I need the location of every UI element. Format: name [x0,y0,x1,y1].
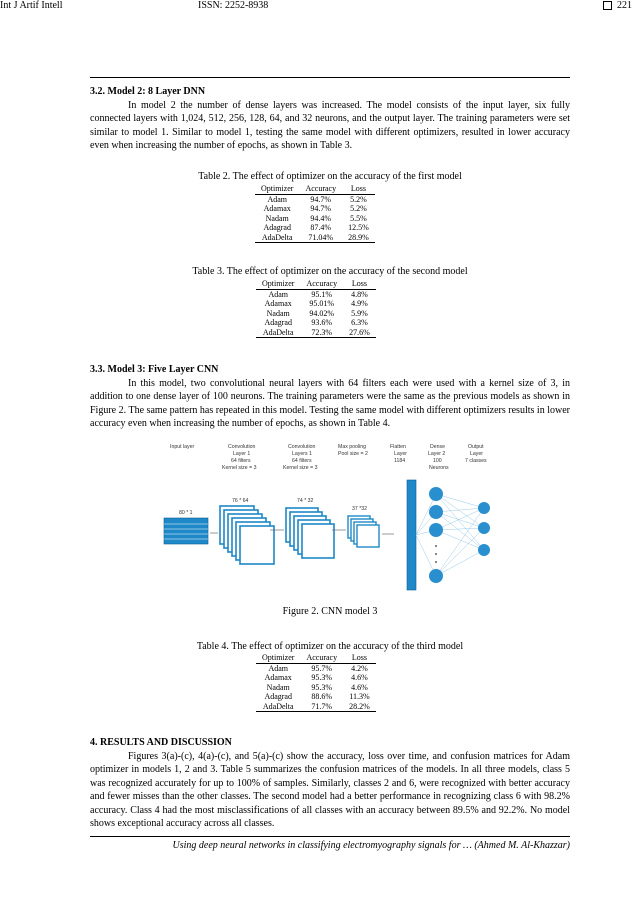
table-header-cell: Loss [343,653,376,663]
conv2-feature-map [302,524,334,558]
table-cell: 71.7% [300,702,343,712]
table-cell: 94.02% [309,308,335,318]
dense-to-output-line [436,528,484,530]
dim-conv2: 74 * 32 [297,498,314,504]
dim-pool: 37 *32 [352,506,368,512]
table-row [256,702,376,712]
section-heading-3-3: 3.3. Model 3: Five Layer CNN [90,364,219,375]
section-3-2-text: In model 2 the number of dense layers was increased. The model consists of the input layer, six fully connected layers with 1,024, 512, 256, 128, 64, and 32 neurons, and the output layer. The training parameters were set similar to model 1. Similar to model 1, testing the same model with different optimizers, resulted in lower accuracy even when increasing the number of epochs, as shown in Table 3. [90,100,570,152]
label-conv1-0: Convolution [228,444,256,450]
dense-to-output-line [436,530,484,550]
output-neuron [478,522,490,534]
table-row [255,233,375,243]
section-3-2-paragraph [90,99,570,153]
dense-to-output-line [436,528,484,576]
journal-name: Int J Artif Intell [0,0,63,11]
table-cell: 5.5% [350,213,367,223]
cnn-architecture-figure [162,438,507,596]
ellipsis-dot [435,561,437,563]
table-cell: Adagrad [263,223,291,232]
dense-to-output-line [436,494,484,508]
table-cell: 72.3% [300,328,343,338]
table-header-row [256,653,376,663]
table-row [255,214,375,224]
table-cell: 4.6% [351,682,368,692]
table-cell: 12.5% [348,223,369,232]
table-header-cell: Optimizer [255,184,299,194]
table-cell: Nadam [266,308,290,318]
label-flatten-2: 1184 [394,458,406,464]
table-cell: 95.01% [309,299,335,308]
table-cell: Adam [268,663,288,673]
table-cell: AdaDelta [256,328,300,338]
table-cell: 95.7% [311,663,333,673]
dim-input: 80 * 1 [179,510,193,516]
dense-network [416,487,490,583]
header-rule [90,77,570,78]
table-cell: 95.1% [311,289,333,299]
label-flatten-0: Flatten [390,444,406,450]
table-row [255,194,375,204]
table-row [256,318,376,328]
table-cell: AdaDelta [256,702,300,712]
output-neuron [478,544,490,556]
section-3-3-paragraph [90,377,570,431]
table-cell: 27.6% [343,328,376,338]
table-cell: 94.7% [310,204,332,213]
table-row [256,289,376,299]
table-cell: 4.6% [351,673,368,682]
dense-neuron [429,505,443,519]
table-cell: 93.6% [311,318,333,327]
label-conv1-2: 64 filters [231,458,251,464]
table3-caption: Table 3. The effect of optimizer on the accuracy of the second model [192,266,468,277]
page-number: 221 [617,0,632,11]
table-header-row [256,279,376,289]
table-cell: 4.9% [351,299,368,308]
table-header-cell: Optimizer [256,653,300,663]
layer-blocks [164,480,416,590]
label-dense-1: Layer 2 [428,451,446,457]
ellipsis-dot [435,553,437,555]
section-4-paragraph [90,750,570,830]
label-conv2-2: 64 filters [292,458,312,464]
label-dense-0: Dense [430,444,445,450]
label-output-1: Layer [470,451,483,457]
table3 [256,279,376,338]
section-4-text: Figures 3(a)-(c), 4(a)-(c), and 5(a)-(c) show the accuracy, loss over time, and confusion matrices for Adam optimizer in models 1, 2 and 3. Table 5 summarizes the confusion matrices of the models. In all three models, class 5 was recognized accurately for up to 100% of samples. Similarly, classes 2 and 6, were recognized with better accuracy and fewer misses than the other classes. The second model had a better performance in recognizing class 6 with 98.2% accuracy. Class 4 had the most misclassifications of all classes with an accuracy between 89.5% and 92.2%. No model shows exceptional accuracy across all classes. [90,751,570,830]
table-cell: 28.2% [343,702,376,712]
footer-rule [90,836,570,837]
table-cell: 94.7% [310,194,332,204]
label-input: Input layer [170,444,195,450]
table-row [256,328,376,338]
section-3-3-text: In this model, two convolutional neural layers with 64 filters each were used with a kernel size of 3, in addition to one dense layer of 100 neurons. The training parameters were the same as the previous models as shown in Figure 2. The same pattern has repeated in this model. Testing the same model with different optimizers results in lower accuracy even when increasing the number of epochs, as shown in Table 4. [90,378,570,430]
table-cell: 87.4% [310,223,332,232]
table-row [256,309,376,319]
table-cell: 95.3% [311,673,333,682]
pool-feature-map [357,525,379,547]
table-cell: 94.4% [310,213,332,223]
table-row [256,299,376,309]
table-row [256,663,376,673]
table-cell: 5.9% [351,308,368,318]
issn: ISSN: 2252-8938 [198,0,269,11]
table-cell: 6.3% [351,318,368,327]
label-pool-0: Max pooling [338,444,366,450]
table-header-cell: Optimizer [256,279,300,289]
label-dense-3: Neurons [429,465,449,471]
label-conv1-3: Kernel size = 3 [222,465,257,471]
dense-to-output-line [436,508,484,576]
running-header [0,0,632,14]
dense-to-output-line [436,550,484,576]
label-output-2: 7 classes [465,458,487,464]
label-pool-1: Pool size = 2 [338,451,368,457]
input-block [164,518,208,544]
table-cell: 4.2% [351,663,368,673]
table4 [256,653,376,712]
table-cell: Adam [268,289,288,299]
table-cell: Adamax [264,299,292,308]
table-row [255,204,375,214]
dense-to-output-line [436,512,484,550]
table-row [256,673,376,683]
table2-caption: Table 2. The effect of optimizer on the accuracy of the first model [198,171,462,182]
table-row [256,683,376,693]
ellipsis-dot [435,545,437,547]
label-flatten-1: Layer [394,451,407,457]
table-cell: 5.2% [350,204,367,213]
table-header-cell: Accuracy [300,279,343,289]
table-header-row [255,184,375,194]
section-heading-3-2: 3.2. Model 2: 8 Layer DNN [90,86,206,97]
label-conv2-1: Layers 1 [292,451,312,457]
table-header-cell: Loss [342,184,375,194]
dim-conv1: 76 * 64 [232,498,249,504]
table-header-cell: Loss [343,279,376,289]
dense-to-output-line [436,512,484,528]
dense-neuron [429,569,443,583]
dense-neuron [429,523,443,537]
output-neuron [478,502,490,514]
table-cell: 5.2% [350,194,367,204]
label-conv2-0: Convolution [288,444,316,450]
table4-caption: Table 4. The effect of optimizer on the accuracy of the third model [196,641,464,652]
table-header-cell: Accuracy [299,184,342,194]
label-dense-2: 100 [433,458,442,464]
figure-labels [170,444,487,516]
table-row [255,223,375,233]
table-cell: Adam [267,194,287,204]
running-footer: Using deep neural networks in classifying electromyography signals for … (Ahmed M. Al-Khazzar) [172,840,570,851]
conv1-feature-map [240,526,274,564]
dense-to-output-line [436,494,484,528]
table2 [255,184,375,243]
table-cell: 11.3% [349,692,370,701]
figure2-caption: Figure 2. CNN model 3 [282,606,378,617]
table-cell: 28.9% [342,233,375,243]
table-row [256,692,376,702]
table-cell: 4.8% [351,289,368,299]
label-conv1-1: Layer 1 [233,451,251,457]
table-header-cell: Accuracy [300,653,343,663]
table-cell: 71.04% [299,233,342,243]
label-conv2-3: Kernel size = 3 [283,465,318,471]
section-heading-4: 4. RESULTS AND DISCUSSION [90,737,232,748]
table-cell: AdaDelta [255,233,299,243]
table-cell: Adagrad [264,692,292,701]
table-cell: 88.6% [311,692,333,701]
table-cell: 95.3% [311,682,333,692]
table-cell: Adamax [264,673,292,682]
table-cell: Nadam [265,213,289,223]
table-cell: Nadam [266,682,290,692]
box-icon [603,1,612,10]
table-cell: Adamax [263,204,291,213]
dense-neuron [429,487,443,501]
flatten-bar [407,480,416,590]
label-output-0: Output [468,444,484,450]
table-cell: Adagrad [264,318,292,327]
